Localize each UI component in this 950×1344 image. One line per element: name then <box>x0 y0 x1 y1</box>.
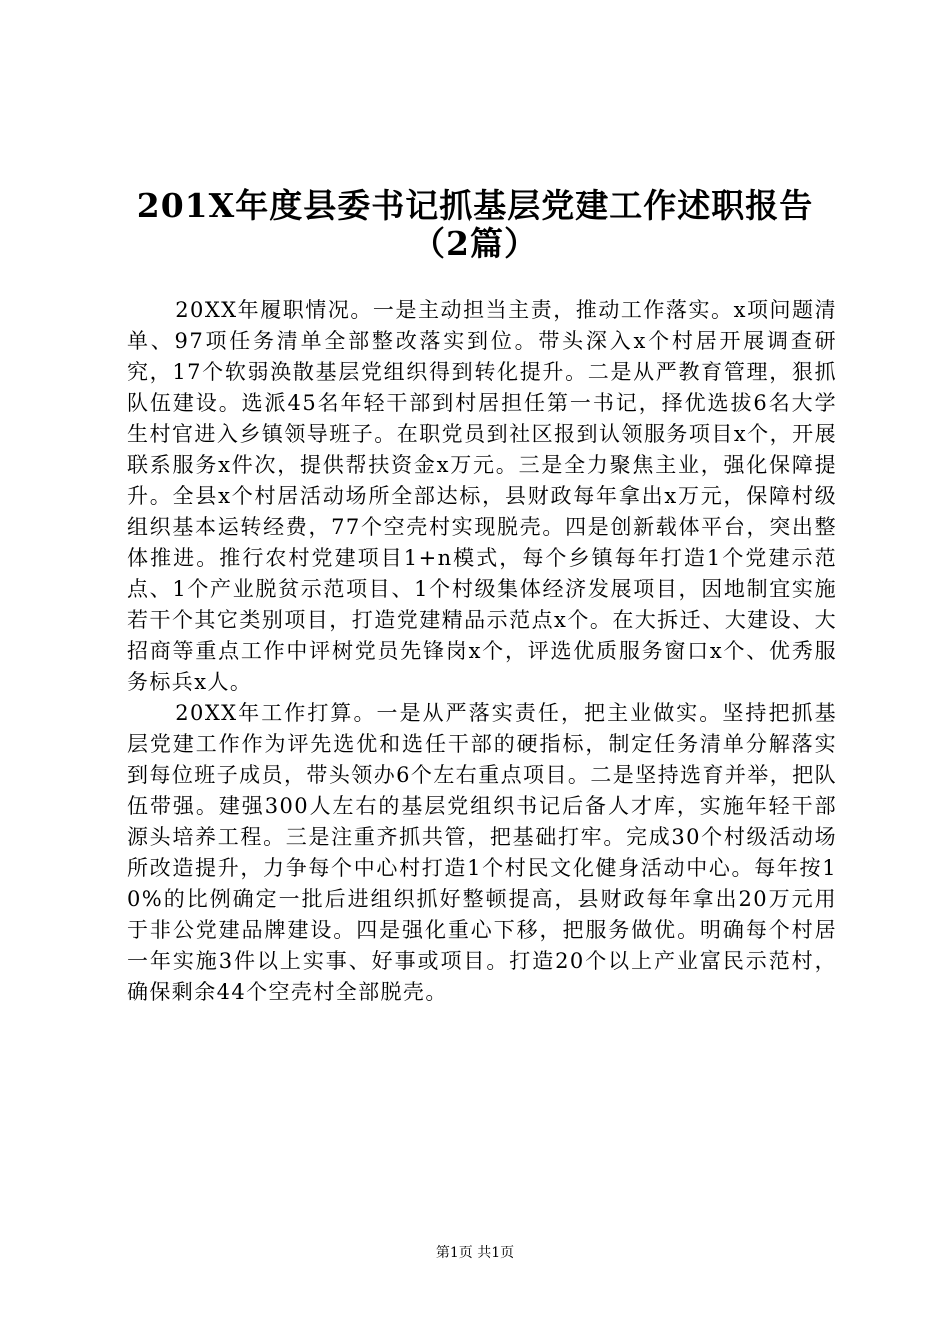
body-paragraph-1: 20XX年履职情况。一是主动担当主责，推动工作落实。x项问题清单、97项任务清单全部整改落实到位。带头深入x个村居开展调查研究，17个软弱涣散基层党组织得到转化提升。二是从严教育管理，狠抓队伍建设。选派45名年轻干部到村居担任第一书记，择优选拔6名大学生村官进入乡镇领导班子。在职党员到社区报到认领服务项目x个，开展联系服务x件次，提供帮扶资金x万元。三是全力聚焦主业，强化保障提升。全县x个村居活动场所全部达标，县财政每年拿出x万元，保障村级组织基本运转经费，77个空壳村实现脱壳。四是创新载体平台，突出整体推进。推行农村党建项目1+n模式，每个乡镇每年打造1个党建示范点、1个产业脱贫示范项目、1个村级集体经济发展项目，因地制宜实施若干个其它类别项目，打造党建精品示范点x个。在大拆迁、大建设、大招商等重点工作中评树党员先锋岗x个，评选优质服务窗口x个、优秀服务标兵x人。 <box>127 298 837 694</box>
body-paragraph-2: 20XX年工作打算。一是从严落实责任，把主业做实。坚持把抓基层党建工作作为评先选优和选任干部的硬指标，制定任务清单分解落实到每位班子成员，带头领办6个左右重点项目。二是坚持选育并举，把队伍带强。建强300人左右的基层党组织书记后备人才库，实施年轻干部源头培养工程。三是注重齐抓共管，把基础打牢。完成30个村级活动场所改造提升，力争每个中心村打造1个村民文化健身活动中心。每年按10%的比例确定一批后进组织抓好整顿提高，县财政每年拿出20万元用于非公党建品牌建设。四是强化重心下移，把服务做优。明确每个村居一年实施3件以上实事、好事或项目。打造20个以上产业富民示范村，确保剩余44个空壳村全部脱壳。 <box>127 701 837 1004</box>
document-title-subtitle: （2篇） <box>412 224 538 263</box>
document-body <box>127 295 837 1008</box>
document-title: 201X年度县委书记抓基层党建工作述职报告 <box>136 186 814 225</box>
page-footer: 第1页 共1页 <box>435 1245 515 1261</box>
